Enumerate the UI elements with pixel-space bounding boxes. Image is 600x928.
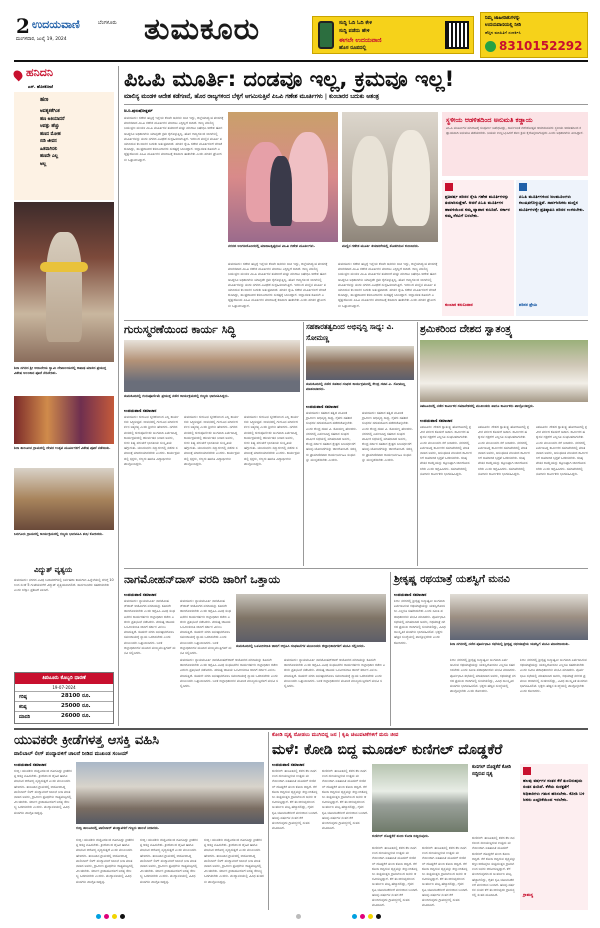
registration-mark <box>112 914 117 919</box>
copra-row <box>15 691 113 701</box>
masthead-ad-phone <box>312 16 474 54</box>
ad-line: ಸುದ್ದಿ ಪಡೆದು ಹೇಳಿ <box>339 28 370 34</box>
guru-body: ತುಮಕೂರು: ಗುರುವಿನ ಸ್ಮರಣೆಯಿಂದ ಎಲ್ಲ ಕಾರ್ಯಗಳು ಸಿದ್ಧಿಸುತ್ತವೆ. ಜೀವನದಲ್ಲಿ ಗುರುವಿನ ಮಾರ್ಗದರ್ಶನ ಅತ್ಯಗತ್ಯ ಎಂದು ಶ್ರೀಗಳು ಹೇಳಿದರು. ನಗರದ ಮಠದಲ್ಲಿ ಗುರುಪೂರ್ಣಿಮೆ ಅಂಗವಾಗಿ ಏರ್ಪಡಿಸಿದ್ದ ಕಾರ್ಯಕ್ರಮದಲ್ಲಿ ಆಶೀರ್ವಚನ ನೀಡಿದ ಅವರು, ಗುರು ಶಿಷ್ಯ ಪರಂಪರೆ ಭಾರತೀಯ ಸಂಸ್ಕೃತಿಯ ಹೆಗ್ಗುರುತು. ಯುವಜನರು ಸನ್ಮಾರ್ಗದಲ್ಲಿ ನಡೆದು ಸಮಾಜಕ್ಕೆ ಮಾದರಿಯಾಗಬೇಕು ಎಂದರು. ಕಾರ್ಯಕ್ರಮದಲ್ಲಿ ಭಕ್ತರು, ಗಣ್ಯರು ಹಾಗೂ ವಿದ್ಯಾರ್ಥಿಗಳು ಪಾಲ್ಗೊಂಡಿದ್ದರು. <box>184 415 240 466</box>
rain-kicker: ಕೋಡಿ ದೃಶ್ಯ ನೋಡಲು ಮುಗಿಬಿದ್ದ ಜನ | ಕೃಷಿ ಚಟುವಟಿಕೆಗಳಿಗೆ ಮರು ಜೀವ <box>272 732 399 738</box>
copra-row-label: ಕನಿಷ್ಠ <box>19 705 27 710</box>
nagamohan-body: ತುಮಕೂರು: ನ್ಯಾಯಮೂರ್ತಿ ನಾಗಮೋಹನ್‌ದಾಸ್ ಆಯೋಗದ ವರದಿಯನ್ನು ಕೂಡಲೇ ಜಾರಿಗೊಳಿಸಬೇಕು ಎಂದು ಆಗ್ರಹಿಸಿ ವಿವಿಧ ಸಂಘಟನೆಗಳ ಕಾರ್ಯಕರ್ತರು ಜಿಲ್ಲಾಧಿಕಾರಿ ಕಚೇರಿ ಎದುರು ಪ್ರತಿಭಟನೆ ನಡೆಸಿದರು. ಪರಿಶಿಷ್ಟ ಜಾತಿಯ ಒಳಮೀಸಲಾತಿ ಜಾರಿಗೆ ಸರ್ಕಾರ ವಿಳಂಬ ಮಾಡುತ್ತಿದೆ. ಕೂಡಲೇ ವರದಿ ಅನುಷ್ಠಾನಗೊಳಿಸಿ ಸಮುದಾಯಕ್ಕೆ ನ್ಯಾಯ ಒದಗಿಸಬೇಕು ಎಂದು ಮುಖಂಡರು ಒತ್ತಾಯಿಸಿದರು. ಬಳಿಕ ಜಿಲ್ಲಾಧಿಕಾರಿಗಳ ಮೂಲಕ ಮುಖ್ಯಮಂತ್ರಿಗಳಿಗೆ ಮನವಿ ಸಲ್ಲಿಸಿದರು. <box>180 658 279 689</box>
temple-photo-hanuman <box>14 202 114 362</box>
youth-body: ಗುಬ್ಬಿ: ಯುವಕರು ದುಶ್ಚಟಗಳಿಂದ ದೂರವಿದ್ದು ಕ್ರೀಡೆಗಳತ್ತ ಆಸಕ್ತಿ ವಹಿಸಬೇಕು. ಕ್ರೀಡೆಯಿಂದ ದೈಹಿಕ ಹಾಗೂ ಮಾನಸಿಕ ಆರೋಗ್ಯ ವೃದ್ಧಿಸುತ್ತದೆ ಎಂದು ಮುಖಂಡರು ಹೇಳಿದರು. ತಾಲೂಕಿನ ಗ್ರಾಮದಲ್ಲಿ ಆಯೋಜಿಸಿದ್ದ ವಾಲಿಬಾಲ್ ಲೀಗ್ ಪಂದ್ಯಾವಳಿಗೆ ಚಾಲನೆ ನೀಡಿ ಮಾತನಾಡಿದ ಅವರು, ಗ್ರಾಮೀಣ ಪ್ರತಿಭೆಗಳು ರಾಷ್ಟ್ರಮಟ್ಟದಲ್ಲಿ ಮಿಂಚಬೇಕು. ಸರ್ಕಾರ ಕ್ರೀಡಾಪಟುಗಳಿಗೆ ಅಗತ್ಯ ಸೌಲಭ್ಯ ಒದಗಿಸಬೇಕು ಎಂದರು. ಪಂದ್ಯಾವಳಿಯಲ್ಲಿ ವಿವಿಧ ತಂಡಗಳು ಪಾಲ್ಗೊಂಡಿದ್ದವು. <box>76 838 135 884</box>
quote-author: ಕುಂಬಾರ ಕಸುಬುದಾರ <box>445 302 473 307</box>
poem-title: ಹಣ <box>40 96 49 103</box>
copra-row-value: 26000 ರೂ. <box>61 713 91 719</box>
event-photo <box>14 468 114 530</box>
copra-row-label: ಗರಿಷ್ಠ <box>19 695 27 700</box>
labour-body: ತಿಪಟೂರು: ದೇಶದ ಸ್ವಾತಂತ್ರ್ಯ ಹೋರಾಟದಲ್ಲಿ ಶ್ರಮಿಕ ವರ್ಗದ ಕೊಡುಗೆ ಅಪಾರ. ಕಾರ್ಮಿಕರ ಹಕ್ಕುಗಳ ರಕ್ಷಣೆಗೆ ಎಲ್ಲರೂ ಸಂಘಟಿತರಾಗಬೇಕು ಎಂದು ಮುಖಂಡರು ಕರೆ ನೀಡಿದರು. ನಗರದಲ್ಲಿ ಏರ್ಪಡಿಸಿದ್ದ ಕಾರ್ಮಿಕರ ಸಮಾವೇಶದಲ್ಲಿ ಮಾತನಾಡಿದ ಅವರು, ಅಸಂಘಟಿತ ವಲಯದ ಕಾರ್ಮಿಕರಿಗೆ ಸಾಮಾಜಿಕ ಭದ್ರತೆ ಒದಗಿಸಬೇಕು. ಕನಿಷ್ಠ ವೇತನ ಕಾಯ್ದೆಯನ್ನು ಕಟ್ಟುನಿಟ್ಟಾಗಿ ಜಾರಿಗೊಳಿಸಬೇಕು ಎಂದು ಆಗ್ರಹಿಸಿದರು. ಸಮಾವೇಶದಲ್ಲಿ ನೂರಾರು ಕಾರ್ಮಿಕರು ಭಾಗವಹಿಸಿದ್ದರು. <box>536 425 588 476</box>
youth-body: ಗುಬ್ಬಿ: ಯುವಕರು ದುಶ್ಚಟಗಳಿಂದ ದೂರವಿದ್ದು ಕ್ರೀಡೆಗಳತ್ತ ಆಸಕ್ತಿ ವಹಿಸಬೇಕು. ಕ್ರೀಡೆಯಿಂದ ದೈಹಿಕ ಹಾಗೂ ಮಾನಸಿಕ ಆರೋಗ್ಯ ವೃದ್ಧಿಸುತ್ತದೆ ಎಂದು ಮುಖಂಡರು ಹೇಳಿದರು. ತಾಲೂಕಿನ ಗ್ರಾಮದಲ್ಲಿ ಆಯೋಜಿಸಿದ್ದ ವಾಲಿಬಾಲ್ ಲೀಗ್ ಪಂದ್ಯಾವಳಿಗೆ ಚಾಲನೆ ನೀಡಿ ಮಾತನಾಡಿದ ಅವರು, ಗ್ರಾಮೀಣ ಪ್ರತಿಭೆಗಳು ರಾಷ್ಟ್ರಮಟ್ಟದಲ್ಲಿ ಮಿಂಚಬೇಕು. ಸರ್ಕಾರ ಕ್ರೀಡಾಪಟುಗಳಿಗೆ ಅಗತ್ಯ ಸೌಲಭ್ಯ ಒದಗಿಸಬೇಕು ಎಂದರು. ಪಂದ್ಯಾವಳಿಯಲ್ಲಿ ವಿವಿಧ ತಂಡಗಳು ಪಾಲ್ಗೊಂಡಿದ್ದವು. <box>204 838 264 884</box>
photo-caption: ತುಮಕೂರಿನಲ್ಲಿ ನಡೆದ ಸಹಕಾರ ಸಂಘದ ಕಾರ್ಯಕ್ರಮದಲ್ಲಿ ಕೇಂದ್ರ ಸಚಿವ ವಿ. ಸೋಮಣ್ಣ ಮಾತನಾಡಿದರು. <box>306 382 406 391</box>
honi-dani-title: ಹನಿದನಿ <box>26 66 53 79</box>
lead-body-continued: ತುಮಕೂರು: ಗಣೇಶ ಹಬ್ಬಕ್ಕೆ ಇನ್ನೇನು ಕೆಲವೇ ದಿನಗಳು ಬಾಕಿ ಇದ್ದು, ಜಿಲ್ಲೆಯಾದ್ಯಂತ ಪರಿಸರಕ್ಕೆ ಮಾರಕವಾದ ಪಿಒಪಿ ಗಣೇಶ ಮೂರ್ತಿಗಳ ಮಾರಾಟ ಎಗ್ಗಿಲ್ಲದೆ ಸಾಗಿದೆ. ರಾಜ್ಯ ಮಾಲಿನ್ಯ ನಿಯಂತ್ರಣ ಮಂಡಳಿ ಪಿಒಪಿ ಮೂರ್ತಿಗಳ ತಯಾರಿಕೆ ಮತ್ತು ಮಾರಾಟ ನಿಷೇಧಿಸಿ ಆದೇಶ ಹೊರಡಿಸಿದ್ದರೂ ಅಧಿಕಾರಿಗಳು ಯಾವುದೇ ಕ್ರಮ ಕೈಗೊಳ್ಳುತ್ತಿಲ್ಲ. ಹೊರ ರಾಜ್ಯಗಳಿಂದ ಲಾರಿಗಳಲ್ಲಿ ಮೂರ್ತಿಗಳನ್ನು ತಂದು ನಗರದ ವಿವಿಧೆಡೆ ಸಂಗ್ರಹಿಸಲಾಗುತ್ತಿದೆ. ಇದರಿಂದ ಮಣ್ಣಿನ ಮೂರ್ತಿ ತಯಾರಿಸುವ ಕುಂಬಾರರ ಬದುಕು ಅತಂತ್ರವಾಗಿದೆ. ಪರಿಸರ ಸ್ನೇಹಿ ಗಣೇಶ ಮೂರ್ತಿಗಳಿಗೆ ಬೇಡಿಕೆ ಕುಸಿದಿದ್ದು, ಸಾಂಪ್ರದಾಯಿಕ ಕಸುಬುದಾರರು ಸಂಕಷ್ಟಕ್ಕೆ ಸಿಲುಕಿದ್ದಾರೆ. ಜಿಲ್ಲಾಡಳಿತ ಕೂಡಲೇ ಎಚ್ಚೆತ್ತುಕೊಂಡು ಪಿಒಪಿ ಮೂರ್ತಿಗಳ ಮಾರಾಟಕ್ಕೆ ಕಡಿವಾಣ ಹಾಕಬೇಕು ಎಂದು ಪರಿಸರ ಪ್ರೇಮಿಗಳು ಒತ್ತಾಯಿಸಿದ್ದಾರೆ. <box>228 262 329 308</box>
photo-caption: ಶಿರಾ ತಾಲೂಕಿನ ಗ್ರಾಮದಲ್ಲಿ ದೇವರ ಉತ್ಸವ ಮೂರ್ತಿಗಳಿಗೆ ವಿಶೇಷ ಪೂಜೆ ನಡೆಯಿತು. <box>14 446 111 450</box>
idol-shape <box>288 132 328 222</box>
quote-text: ಪಿಒಪಿ ಮೂರ್ತಿಗಳಿಂದ ಜಲಮೂಲಗಳು ಕಲುಷಿತಗೊಳ್ಳುತ್ತಿವೆ. ಸಾರ್ವಜನಿಕರು ಮಣ್ಣಿನ ಮೂರ್ತಿಗಳನ್ನೇ ಪ್ರತಿಷ್ಠಾಪಿಸಿ ಪರಿಸರ ಉಳಿಸಬೇಕು. <box>519 194 585 212</box>
cooperation-headline: ಸಹಕಾರತತ್ವದಿಂದ ಅಭಿವೃದ್ಧಿ ಸಾಧ್ಯ: ವಿ. ಸೋಮಣ್ಣ <box>306 323 394 342</box>
registration-mark <box>104 914 109 919</box>
idol-shape <box>352 136 388 226</box>
registration-mark <box>296 914 301 919</box>
ad-line: ನಿಮ್ಮ ಜಾಹೀರಾತುಗಳನ್ನು <box>485 16 521 21</box>
rain-body: ಕುಣಿಗಲ್: ತಾಲೂಕಿನಲ್ಲಿ ಕಳೆದ ಕೆಲ ದಿನಗಳಿಂದ ಸುರಿಯುತ್ತಿರುವ ಉತ್ತಮ ಮಳೆಯಿಂದಾಗಿ ಐತಿಹಾಸಿಕ ಮೂಡಲ್ ಕುಣಿಗಲ್ ದೊಡ್ಡಕೆರೆ ತುಂಬಿ ಕೋಡಿ ಬಿದ್ದಿದೆ. ಕೆರೆ ಕೋಡಿ ಬಿದ್ದಿರುವ ದೃಶ್ಯವನ್ನು ಕಣ್ತುಂಬಿಕೊಳ್ಳಲು ಸುತ್ತಮುತ್ತಲ ಗ್ರಾಮಗಳಿಂದ ಜನರು ಆಗಮಿಸುತ್ತಿದ್ದಾರೆ. ಕೆರೆ ತುಂಬಿರುವುದರಿಂದ ಅಂತರ್ಜಲ ಮಟ್ಟ ಹೆಚ್ಚಾಗಲಿದ್ದು, ರೈತರ ಕೃಷಿ ಚಟುವಟಿಕೆಗಳಿಗೆ ಮರುಜೀವ ಬಂದಿದೆ. ಹಲವು ವರ್ಷಗಳ ನಂತರ ಕೆರೆ ತುಂಬಿರುವುದು ಗ್ರಾಮಸ್ಥರಲ್ಲಿ ಸಂತಸ ಮೂಡಿಸಿದೆ. <box>472 836 517 898</box>
edition: ಬೆಂಗಳೂರು <box>98 20 117 26</box>
whatsapp-icon <box>485 41 496 52</box>
photo-caption: ಕುಣಿಗಲ್ ದೊಡ್ಡಕೆರೆ ತುಂಬಿ ಕೋಡಿ ಬಿದ್ದಿರುವುದು. <box>372 834 430 838</box>
krishna-meeting-photo <box>450 594 588 640</box>
guru-body: ತುಮಕೂರು: ಗುರುವಿನ ಸ್ಮರಣೆಯಿಂದ ಎಲ್ಲ ಕಾರ್ಯಗಳು ಸಿದ್ಧಿಸುತ್ತವೆ. ಜೀವನದಲ್ಲಿ ಗುರುವಿನ ಮಾರ್ಗದರ್ಶನ ಅತ್ಯಗತ್ಯ ಎಂದು ಶ್ರೀಗಳು ಹೇಳಿದರು. ನಗರದ ಮಠದಲ್ಲಿ ಗುರುಪೂರ್ಣಿಮೆ ಅಂಗವಾಗಿ ಏರ್ಪಡಿಸಿದ್ದ ಕಾರ್ಯಕ್ರಮದಲ್ಲಿ ಆಶೀರ್ವಚನ ನೀಡಿದ ಅವರು, ಗುರು ಶಿಷ್ಯ ಪರಂಪರೆ ಭಾರತೀಯ ಸಂಸ್ಕೃತಿಯ ಹೆಗ್ಗುರುತು. ಯುವಜನರು ಸನ್ಮಾರ್ಗದಲ್ಲಿ ನಡೆದು ಸಮಾಜಕ್ಕೆ ಮಾದರಿಯಾಗಬೇಕು ಎಂದರು. ಕಾರ್ಯಕ್ರಮದಲ್ಲಿ ಭಕ್ತರು, ಗಣ್ಯರು ಹಾಗೂ ವಿದ್ಯಾರ್ಥಿಗಳು ಪಾಲ್ಗೊಂಡಿದ್ದರು. <box>244 415 300 466</box>
person-shape <box>270 156 292 226</box>
labour-headline: ಶ್ರಮಿಕರಿಂದ ದೇಶದ ಸ್ವಾತಂತ್ರ್ಯ <box>420 324 513 335</box>
photo-caption: ಶಿರಾ ನಗರದಲ್ಲಿ ನಡೆದ ಪೂರ್ವಭಾವಿ ಸಭೆಯಲ್ಲಿ ಶ್ರೀಕೃಷ್ಣ ರಥಯಾತ್ರೆಯ ಯಶಸ್ವಿಗೆ ಮನವಿ ಮಾಡಲಾಯಿತು. <box>450 642 570 646</box>
copra-row <box>15 701 113 711</box>
poem-box <box>14 92 114 200</box>
registration-mark <box>360 914 365 919</box>
rain-quote-box <box>520 764 588 910</box>
column-divider <box>303 322 304 566</box>
rain-byline: ಉದಯವಾಣಿ ಸಮಾಚಾರ <box>272 762 305 767</box>
honi-dani-column <box>14 66 114 396</box>
column-divider <box>417 322 418 566</box>
registration-mark <box>368 914 373 919</box>
quote-author: ಗ್ರಾಮಸ್ಥ <box>523 892 534 897</box>
nagamohan-byline: ಉದಯವಾಣಿ ಸಮಾಚಾರ <box>124 592 157 597</box>
lead-body: ತುಮಕೂರು: ಗಣೇಶ ಹಬ್ಬಕ್ಕೆ ಇನ್ನೇನು ಕೆಲವೇ ದಿನಗಳು ಬಾಕಿ ಇದ್ದು, ಜಿಲ್ಲೆಯಾದ್ಯಂತ ಪರಿಸರಕ್ಕೆ ಮಾರಕವಾದ ಪಿಒಪಿ ಗಣೇಶ ಮೂರ್ತಿಗಳ ಮಾರಾಟ ಎಗ್ಗಿಲ್ಲದೆ ಸಾಗಿದೆ. ರಾಜ್ಯ ಮಾಲಿನ್ಯ ನಿಯಂತ್ರಣ ಮಂಡಳಿ ಪಿಒಪಿ ಮೂರ್ತಿಗಳ ತಯಾರಿಕೆ ಮತ್ತು ಮಾರಾಟ ನಿಷೇಧಿಸಿ ಆದೇಶ ಹೊರಡಿಸಿದ್ದರೂ ಅಧಿಕಾರಿಗಳು ಯಾವುದೇ ಕ್ರಮ ಕೈಗೊಳ್ಳುತ್ತಿಲ್ಲ. ಹೊರ ರಾಜ್ಯಗಳಿಂದ ಲಾರಿಗಳಲ್ಲಿ ಮೂರ್ತಿಗಳನ್ನು ತಂದು ನಗರದ ವಿವಿಧೆಡೆ ಸಂಗ್ರಹಿಸಲಾಗುತ್ತಿದೆ. ಇದರಿಂದ ಮಣ್ಣಿನ ಮೂರ್ತಿ ತಯಾರಿಸುವ ಕುಂಬಾರರ ಬದುಕು ಅತಂತ್ರವಾಗಿದೆ. ಪರಿಸರ ಸ್ನೇಹಿ ಗಣೇಶ ಮೂರ್ತಿಗಳಿಗೆ ಬೇಡಿಕೆ ಕುಸಿದಿದ್ದು, ಸಾಂಪ್ರದಾಯಿಕ ಕಸುಬುದಾರರು ಸಂಕಷ್ಟಕ್ಕೆ ಸಿಲುಕಿದ್ದಾರೆ. ಜಿಲ್ಲಾಡಳಿತ ಕೂಡಲೇ ಎಚ್ಚೆತ್ತುಕೊಂಡು ಪಿಒಪಿ ಮೂರ್ತಿಗಳ ಮಾರಾಟಕ್ಕೆ ಕಡಿವಾಣ ಹಾಕಬೇಕು ಎಂದು ಪರಿಸರ ಪ್ರೇಮಿಗಳು ಒತ್ತಾಯಿಸಿದ್ದಾರೆ. <box>124 116 225 162</box>
krishna-body: ಶಿರಾ: ನಗರದಲ್ಲಿ ಶ್ರೀಕೃಷ್ಣ ಜನ್ಮಾಷ್ಟಮಿ ಅಂಗವಾಗಿ ಏರ್ಪಡಿಸಿರುವ ರಥಯಾತ್ರೆಯನ್ನು ಯಶಸ್ವಿಗೊಳಿಸಲು ಎಲ್ಲರೂ ಸಹಕರಿಸಬೇಕು ಎಂದು ಸಮಿತಿ ಪದಾಧಿಕಾರಿಗಳು ಮನವಿ ಮಾಡಿದರು. ಪೂರ್ವಭಾವಿ ಸಭೆಯಲ್ಲಿ ಮಾತನಾಡಿದ ಅವರು, ರಥಯಾತ್ರೆ ನಗರದ ಪ್ರಮುಖ ಬೀದಿಗಳಲ್ಲಿ ಸಂಚರಿಸಲಿದ್ದು, ವಿವಿಧ ಸಾಂಸ್ಕೃತಿಕ ತಂಡಗಳು ಭಾಗವಹಿಸಲಿವೆ. ಭಕ್ತರು ಹೆಚ್ಚಿನ ಸಂಖ್ಯೆಯಲ್ಲಿ ಪಾಲ್ಗೊಳ್ಳಬೇಕು ಎಂದು ಕೋರಿದರು. <box>394 599 447 645</box>
drop-icon <box>12 69 25 82</box>
section-rule <box>14 728 588 730</box>
phone-icon <box>318 21 334 49</box>
masthead-rule <box>14 60 588 62</box>
photo-caption: ಗುಬ್ಬಿ ತಾಲೂಕಿನಲ್ಲಿ ವಾಲಿಬಾಲ್ ಪಂದ್ಯಾವಳಿಗೆ ಗಣ್ಯರು ಚಾಲನೆ ನೀಡಿದರು. <box>76 826 160 830</box>
poem-text: ಅವಶ್ಯಕತೆಗಿಂತ ಹಣ ಅತಿಯಾದರೆ ಆಪತ್ತು ಹೆಚ್ಚು ಹಣದ ಮೋಹ ಬಿಡಿ ಜೀವನ ಹಿತವಾಗಿರಲಿ ಹಣವೇ ಎಲ್ಲ ಅಲ್ಲ <box>40 109 65 167</box>
date: ಮಂಗಳವಾರ, ಜುಲೈ 19, 2024 <box>16 37 67 42</box>
lake-overflow-photo <box>372 764 468 832</box>
section-rule <box>124 568 588 569</box>
youth-body: ಗುಬ್ಬಿ: ಯುವಕರು ದುಶ್ಚಟಗಳಿಂದ ದೂರವಿದ್ದು ಕ್ರೀಡೆಗಳತ್ತ ಆಸಕ್ತಿ ವಹಿಸಬೇಕು. ಕ್ರೀಡೆಯಿಂದ ದೈಹಿಕ ಹಾಗೂ ಮಾನಸಿಕ ಆರೋಗ್ಯ ವೃದ್ಧಿಸುತ್ತದೆ ಎಂದು ಮುಖಂಡರು ಹೇಳಿದರು. ತಾಲೂಕಿನ ಗ್ರಾಮದಲ್ಲಿ ಆಯೋಜಿಸಿದ್ದ ವಾಲಿಬಾಲ್ ಲೀಗ್ ಪಂದ್ಯಾವಳಿಗೆ ಚಾಲನೆ ನೀಡಿ ಮಾತನಾಡಿದ ಅವರು, ಗ್ರಾಮೀಣ ಪ್ರತಿಭೆಗಳು ರಾಷ್ಟ್ರಮಟ್ಟದಲ್ಲಿ ಮಿಂಚಬೇಕು. ಸರ್ಕಾರ ಕ್ರೀಡಾಪಟುಗಳಿಗೆ ಅಗತ್ಯ ಸೌಲಭ್ಯ ಒದಗಿಸಬೇಕು ಎಂದರು. ಪಂದ್ಯಾವಳಿಯಲ್ಲಿ ವಿವಿಧ ತಂಡಗಳು ಪಾಲ್ಗೊಂಡಿದ್ದವು. <box>14 769 73 815</box>
permission-box-title: ಸ್ಥಳೀಯ ಆಡಳಿತದಿಂದ ಅನುಮತಿ ಕಡ್ಡಾಯ <box>446 116 533 124</box>
quote-box <box>442 180 514 316</box>
quote-icon <box>519 183 527 191</box>
quote-text: ಪ್ರತಿವರ್ಷ ಪರಿಸರ ಸ್ನೇಹಿ ಗಣೇಶ ಮೂರ್ತಿಗಳನ್ನು ತಯಾರಿಸುತ್ತೇವೆ. ಆದರೆ ಪಿಒಪಿ ಮೂರ್ತಿಗಳ ಹಾವಳಿಯಿಂದ ನಮ್ಮ ವ್ಯಾಪಾರ ಕುಸಿದಿದೆ. ಸರ್ಕಾರ ನಮ್ಮ ನೆರವಿಗೆ ಬರಬೇಕು. <box>445 194 510 219</box>
power-outage-box <box>14 566 114 670</box>
photo-caption: ತುಮಕೂರಿನಲ್ಲಿ ಒಳಮೀಸಲಾತಿ ಜಾರಿಗೆ ಆಗ್ರಹಿಸಿ ಸಂಘಟನೆಗಳ ಮುಖಂಡರು ಜಿಲ್ಲಾಧಿಕಾರಿಗಳಿಗೆ ಮನವಿ ಸಲ್ಲಿಸಿದರು. <box>236 644 365 648</box>
section-title: ತುಮಕೂರು <box>144 12 261 47</box>
copra-row <box>15 711 113 721</box>
masthead-ad-contact <box>480 12 588 58</box>
lead-continuation <box>228 262 438 316</box>
registration-mark <box>120 914 125 919</box>
ad-line: ಉದಯವಾಣಿಯಲ್ಲಿ ನೀಡಿ <box>485 23 521 28</box>
power-outage-text: ತುಮಕೂರು: ನಗರದ ವಿವಿಧ ಬಡಾವಣೆಗಳಲ್ಲಿ ನಿರ್ವಹಣಾ ಕಾಮಗಾರಿ ಹಿನ್ನೆಲೆಯಲ್ಲಿ ಬೆಳಗ್ಗೆ 10 ರಿಂದ ಸಂಜೆ 5 ಗಂಟೆಯವರೆಗೆ ವಿದ್ಯುತ್ ವ್ಯತ್ಯಯವಾಗಲಿದೆ. ಸಾರ್ವಜನಿಕರು ಸಹಕರಿಸಬೇಕು ಎಂದು ಬೆಸ್ಕಾಂ ಪ್ರಕಟಣೆ ತಿಳಿಸಿದೆ. <box>14 578 115 593</box>
column-divider <box>268 732 269 910</box>
labour-body: ತಿಪಟೂರು: ದೇಶದ ಸ್ವಾತಂತ್ರ್ಯ ಹೋರಾಟದಲ್ಲಿ ಶ್ರಮಿಕ ವರ್ಗದ ಕೊಡುಗೆ ಅಪಾರ. ಕಾರ್ಮಿಕರ ಹಕ್ಕುಗಳ ರಕ್ಷಣೆಗೆ ಎಲ್ಲರೂ ಸಂಘಟಿತರಾಗಬೇಕು ಎಂದು ಮುಖಂಡರು ಕರೆ ನೀಡಿದರು. ನಗರದಲ್ಲಿ ಏರ್ಪಡಿಸಿದ್ದ ಕಾರ್ಮಿಕರ ಸಮಾವೇಶದಲ್ಲಿ ಮಾತನಾಡಿದ ಅವರು, ಅಸಂಘಟಿತ ವಲಯದ ಕಾರ್ಮಿಕರಿಗೆ ಸಾಮಾಜಿಕ ಭದ್ರತೆ ಒದಗಿಸಬೇಕು. ಕನಿಷ್ಠ ವೇತನ ಕಾಯ್ದೆಯನ್ನು ಕಟ್ಟುನಿಟ್ಟಾಗಿ ಜಾರಿಗೊಳಿಸಬೇಕು ಎಂದು ಆಗ್ರಹಿಸಿದರು. ಸಮಾವೇಶದಲ್ಲಿ ನೂರಾರು ಕಾರ್ಮಿಕರು ಭಾಗವಹಿಸಿದ್ದರು. <box>478 425 530 476</box>
photo-caption: ಮಣ್ಣಿನ ಗಣೇಶ ಮೂರ್ತಿ ತಯಾರಿಕೆಯಲ್ಲಿ ತೊಡಗಿರುವ ಕುಂಬಾರರು. <box>342 244 420 248</box>
quote-box <box>516 180 588 316</box>
nagamohan-headline: ನಾಗಮೋಹನ್‌ದಾಸ್ ವರದಿ ಜಾರಿಗೆ ಒತ್ತಾಯ <box>124 573 281 586</box>
cooperation-body: ತುಮಕೂರು: ಸಹಕಾರ ತತ್ವದ ಮೂಲಕ ಗ್ರಾಮೀಣ ಅಭಿವೃದ್ಧಿ ಸಾಧ್ಯ. ರೈತರು ಸಹಕಾರ ಸಂಘಗಳ ಸದುಪಯೋಗ ಪಡೆದುಕೊಳ್ಳಬೇಕು ಎಂದು ಕೇಂದ್ರ ಸಚಿವ ವಿ. ಸೋಮಣ್ಣ ಹೇಳಿದರು. ನಗರದಲ್ಲಿ ಏರ್ಪಡಿಸಿದ್ದ ಸಹಕಾರ ಸಂಘದ ವಾರ್ಷಿಕ ಸಭೆಯಲ್ಲಿ ಮಾತನಾಡಿದ ಅವರು, ಕೇಂದ್ರ ಸರ್ಕಾರ ಸಹಕಾರ ಕ್ಷೇತ್ರದ ಬಲವರ್ಧನೆಗೆ ಹಲವು ಯೋಜನೆಗಳನ್ನು ಜಾರಿಗೊಳಿಸಿದೆ. ಸದಸ್ಯರು ಪ್ರಾಮಾಣಿಕವಾಗಿ ಕಾರ್ಯನಿರ್ವಹಿಸಿ ಸಂಘವನ್ನು ಮುನ್ನಡೆಸಬೇಕು ಎಂದರು. <box>306 411 359 462</box>
krishna-body: ಶಿರಾ: ನಗರದಲ್ಲಿ ಶ್ರೀಕೃಷ್ಣ ಜನ್ಮಾಷ್ಟಮಿ ಅಂಗವಾಗಿ ಏರ್ಪಡಿಸಿರುವ ರಥಯಾತ್ರೆಯನ್ನು ಯಶಸ್ವಿಗೊಳಿಸಲು ಎಲ್ಲರೂ ಸಹಕರಿಸಬೇಕು ಎಂದು ಸಮಿತಿ ಪದಾಧಿಕಾರಿಗಳು ಮನವಿ ಮಾಡಿದರು. ಪೂರ್ವಭಾವಿ ಸಭೆಯಲ್ಲಿ ಮಾತನಾಡಿದ ಅವರು, ರಥಯಾತ್ರೆ ನಗರದ ಪ್ರಮುಖ ಬೀದಿಗಳಲ್ಲಿ ಸಂಚರಿಸಲಿದ್ದು, ವಿವಿಧ ಸಾಂಸ್ಕೃತಿಕ ತಂಡಗಳು ಭಾಗವಹಿಸಲಿವೆ. ಭಕ್ತರು ಹೆಚ್ಚಿನ ಸಂಖ್ಯೆಯಲ್ಲಿ ಪಾಲ್ಗೊಳ್ಳಬೇಕು ಎಂದು ಕೋರಿದರು. <box>520 658 589 694</box>
photo-caption: ತುಮಕೂರಿನಲ್ಲಿ ಗುರುಪೂರ್ಣಿಮೆ ಪ್ರಯುಕ್ತ ನಡೆದ ಕಾರ್ಯಕ್ರಮದಲ್ಲಿ ಗಣ್ಯರು ಭಾಗವಹಿಸಿದ್ದರು. <box>124 394 229 398</box>
power-outage-title: ವಿದ್ಯುತ್ ವ್ಯತ್ಯಯ <box>34 566 73 574</box>
ganesha-idols-photo <box>228 112 338 242</box>
cooperation-byline: ಉದಯವಾಣಿ ಸಮಾಚಾರ <box>306 404 339 409</box>
masthead <box>14 12 588 58</box>
ad-line: ಹೆಚ್ಚಿನ ಮಾಹಿತಿಗೆ ಸಂಪರ್ಕಿಸಿ <box>485 30 521 35</box>
nagamohan-body: ತುಮಕೂರು: ನ್ಯಾಯಮೂರ್ತಿ ನಾಗಮೋಹನ್‌ದಾಸ್ ಆಯೋಗದ ವರದಿಯನ್ನು ಕೂಡಲೇ ಜಾರಿಗೊಳಿಸಬೇಕು ಎಂದು ಆಗ್ರಹಿಸಿ ವಿವಿಧ ಸಂಘಟನೆಗಳ ಕಾರ್ಯಕರ್ತರು ಜಿಲ್ಲಾಧಿಕಾರಿ ಕಚೇರಿ ಎದುರು ಪ್ರತಿಭಟನೆ ನಡೆಸಿದರು. ಪರಿಶಿಷ್ಟ ಜಾತಿಯ ಒಳಮೀಸಲಾತಿ ಜಾರಿಗೆ ಸರ್ಕಾರ ವಿಳಂಬ ಮಾಡುತ್ತಿದೆ. ಕೂಡಲೇ ವರದಿ ಅನುಷ್ಠಾನಗೊಳಿಸಿ ಸಮುದಾಯಕ್ಕೆ ನ್ಯಾಯ ಒದಗಿಸಬೇಕು ಎಂದು ಮುಖಂಡರು ಒತ್ತಾಯಿಸಿದರು. ಬಳಿಕ ಜಿಲ್ಲಾಧಿಕಾರಿಗಳ ಮೂಲಕ ಮುಖ್ಯಮಂತ್ರಿಗಳಿಗೆ ಮನವಿ ಸಲ್ಲಿಸಿದರು. <box>284 658 386 689</box>
copra-price-box <box>14 672 114 724</box>
copra-row-value: 28100 ರೂ. <box>61 693 91 699</box>
krishna-byline: ಉದಯವಾಣಿ ಸಮಾಚಾರ <box>394 592 427 597</box>
copra-row-value: 25000 ರೂ. <box>61 703 91 709</box>
lead-headline: ಪಿಒಪಿ ಮೂರ್ತಿ: ದಂಡವೂ ಇಲ್ಲ, ಕ್ರಮವೂ ಇಲ್ಲ! <box>124 67 455 91</box>
section-rule <box>124 320 588 321</box>
rain-body: ಕುಣಿಗಲ್: ತಾಲೂಕಿನಲ್ಲಿ ಕಳೆದ ಕೆಲ ದಿನಗಳಿಂದ ಸುರಿಯುತ್ತಿರುವ ಉತ್ತಮ ಮಳೆಯಿಂದಾಗಿ ಐತಿಹಾಸಿಕ ಮೂಡಲ್ ಕುಣಿಗಲ್ ದೊಡ್ಡಕೆರೆ ತುಂಬಿ ಕೋಡಿ ಬಿದ್ದಿದೆ. ಕೆರೆ ಕೋಡಿ ಬಿದ್ದಿರುವ ದೃಶ್ಯವನ್ನು ಕಣ್ತುಂಬಿಕೊಳ್ಳಲು ಸುತ್ತಮುತ್ತಲ ಗ್ರಾಮಗಳಿಂದ ಜನರು ಆಗಮಿಸುತ್ತಿದ್ದಾರೆ. ಕೆರೆ ತುಂಬಿರುವುದರಿಂದ ಅಂತರ್ಜಲ ಮಟ್ಟ ಹೆಚ್ಚಾಗಲಿದ್ದು, ರೈತರ ಕೃಷಿ ಚಟುವಟಿಕೆಗಳಿಗೆ ಮರುಜೀವ ಬಂದಿದೆ. ಹಲವು ವರ್ಷಗಳ ನಂತರ ಕೆರೆ ತುಂಬಿರುವುದು ಗ್ರಾಮಸ್ಥರಲ್ಲಿ ಸಂತಸ ಮೂಡಿಸಿದೆ. <box>322 769 369 831</box>
rain-side-text: ಕುಣಿಗಲ್ ದೊಡ್ಡಕೆರೆ ಕೋಡಿ ಬಿದ್ದಿರುವ ದೃಶ್ಯ <box>472 765 511 777</box>
column-divider <box>118 66 119 726</box>
honi-dani-logo <box>14 66 78 84</box>
photo-caption: ಬರಗೂರು ಗ್ರಾಮದಲ್ಲಿ ಕಾರ್ಯಕ್ರಮದಲ್ಲಿ ಗಣ್ಯರು ಭಾಗವಹಿಸಿ ಶುಭ ಕೋರಿದರು. <box>14 532 104 536</box>
lead-subhead: ಮಾಲಿನ್ಯ ಮಂಡಳಿ ಆದೇಶ ಕಡೆಗಣನೆ, ಹೊರ ರಾಜ್ಯಗಳಿಂದ ಬೆಳ್ಳಿಗೆ ಆಗಮಿಸುತ್ತಿವೆ ಪಿಒಪಿ ಗಣೇಶ ಮೂರ್ತಿಗಳು | ಕುಂಬಾರರ ಬದುಕು ಅತಂತ್ರ <box>124 94 588 105</box>
volleyball-event-photo <box>76 762 264 824</box>
rain-headline: ಮಳೆ: ಕೋಡಿ ಬಿದ್ದ ಮೂಡಲ್ ಕುಣಿಗಲ್ ದೊಡ್ಡಕೆರೆ <box>272 742 503 758</box>
youth-headline: ಯುವಕರೇ ಕ್ರೀಡೆಗಳತ್ತ ಆಸಕ್ತಿ ವಹಿಸಿ <box>14 733 160 748</box>
quote-text: ಹಲವು ವರ್ಷಗಳ ನಂತರ ಕೆರೆ ತುಂಬಿರುವುದು ಸಂತಸ ತಂದಿದೆ. ಕೆರೆಯ ಸುರಕ್ಷತೆಗೆ ಅಧಿಕಾರಿಗಳು ಗಮನ ಹರಿಸಬೇಕು. ಕೋಡಿ ಬಳಿ ಜನರು ಎಚ್ಚರಿಕೆಯಿಂದ ಇರಬೇಕು. <box>523 778 585 803</box>
nagamohan-protest-photo <box>236 594 386 642</box>
clay-ganesha-photo <box>342 112 438 242</box>
youth-subhead: ವಾಲಿಬಾಲ್ ಲೀಗ್ ಪಂದ್ಯಾವಳಿಗೆ ಚಾಲನೆ ನೀಡಿದ ಮುಖಂಡ ಸಂಜಯ್ <box>14 751 129 757</box>
lead-byline: ಚಿ.ನಿ.ಪುರುಷೋತ್ತಮ್ <box>124 108 153 113</box>
column-divider <box>390 572 391 726</box>
labour-event-photo <box>420 340 588 402</box>
copra-title: ತಿಪಟೂರು ಕೊಬ್ಬರಿ ಧಾರಣೆ <box>15 673 113 684</box>
idol-shape <box>46 232 82 342</box>
idol-shape <box>392 130 430 226</box>
youth-body: ಗುಬ್ಬಿ: ಯುವಕರು ದುಶ್ಚಟಗಳಿಂದ ದೂರವಿದ್ದು ಕ್ರೀಡೆಗಳತ್ತ ಆಸಕ್ತಿ ವಹಿಸಬೇಕು. ಕ್ರೀಡೆಯಿಂದ ದೈಹಿಕ ಹಾಗೂ ಮಾನಸಿಕ ಆರೋಗ್ಯ ವೃದ್ಧಿಸುತ್ತದೆ ಎಂದು ಮುಖಂಡರು ಹೇಳಿದರು. ತಾಲೂಕಿನ ಗ್ರಾಮದಲ್ಲಿ ಆಯೋಜಿಸಿದ್ದ ವಾಲಿಬಾಲ್ ಲೀಗ್ ಪಂದ್ಯಾವಳಿಗೆ ಚಾಲನೆ ನೀಡಿ ಮಾತನಾಡಿದ ಅವರು, ಗ್ರಾಮೀಣ ಪ್ರತಿಭೆಗಳು ರಾಷ್ಟ್ರಮಟ್ಟದಲ್ಲಿ ಮಿಂಚಬೇಕು. ಸರ್ಕಾರ ಕ್ರೀಡಾಪಟುಗಳಿಗೆ ಅಗತ್ಯ ಸೌಲಭ್ಯ ಒದಗಿಸಬೇಕು ಎಂದರು. ಪಂದ್ಯಾವಳಿಯಲ್ಲಿ ವಿವಿಧ ತಂಡಗಳು ಪಾಲ್ಗೊಂಡಿದ್ದವು. <box>140 838 199 884</box>
rain-body: ಕುಣಿಗಲ್: ತಾಲೂಕಿನಲ್ಲಿ ಕಳೆದ ಕೆಲ ದಿನಗಳಿಂದ ಸುರಿಯುತ್ತಿರುವ ಉತ್ತಮ ಮಳೆಯಿಂದಾಗಿ ಐತಿಹಾಸಿಕ ಮೂಡಲ್ ಕುಣಿಗಲ್ ದೊಡ್ಡಕೆರೆ ತುಂಬಿ ಕೋಡಿ ಬಿದ್ದಿದೆ. ಕೆರೆ ಕೋಡಿ ಬಿದ್ದಿರುವ ದೃಶ್ಯವನ್ನು ಕಣ್ತುಂಬಿಕೊಳ್ಳಲು ಸುತ್ತಮುತ್ತಲ ಗ್ರಾಮಗಳಿಂದ ಜನರು ಆಗಮಿಸುತ್ತಿದ್ದಾರೆ. ಕೆರೆ ತುಂಬಿರುವುದರಿಂದ ಅಂತರ್ಜಲ ಮಟ್ಟ ಹೆಚ್ಚಾಗಲಿದ್ದು, ರೈತರ ಕೃಷಿ ಚಟುವಟಿಕೆಗಳಿಗೆ ಮರುಜೀವ ಬಂದಿದೆ. ಹಲವು ವರ್ಷಗಳ ನಂತರ ಕೆರೆ ತುಂಬಿರುವುದು ಗ್ರಾಮಸ್ಥರಲ್ಲಿ ಸಂತಸ ಮೂಡಿಸಿದೆ. <box>372 846 419 908</box>
rain-body: ಕುಣಿಗಲ್: ತಾಲೂಕಿನಲ್ಲಿ ಕಳೆದ ಕೆಲ ದಿನಗಳಿಂದ ಸುರಿಯುತ್ತಿರುವ ಉತ್ತಮ ಮಳೆಯಿಂದಾಗಿ ಐತಿಹಾಸಿಕ ಮೂಡಲ್ ಕುಣಿಗಲ್ ದೊಡ್ಡಕೆರೆ ತುಂಬಿ ಕೋಡಿ ಬಿದ್ದಿದೆ. ಕೆರೆ ಕೋಡಿ ಬಿದ್ದಿರುವ ದೃಶ್ಯವನ್ನು ಕಣ್ತುಂಬಿಕೊಳ್ಳಲು ಸುತ್ತಮುತ್ತಲ ಗ್ರಾಮಗಳಿಂದ ಜನರು ಆಗಮಿಸುತ್ತಿದ್ದಾರೆ. ಕೆರೆ ತುಂಬಿರುವುದರಿಂದ ಅಂತರ್ಜಲ ಮಟ್ಟ ಹೆಚ್ಚಾಗಲಿದ್ದು, ರೈತರ ಕೃಷಿ ಚಟುವಟಿಕೆಗಳಿಗೆ ಮರುಜೀವ ಬಂದಿದೆ. ಹಲವು ವರ್ಷಗಳ ನಂತರ ಕೆರೆ ತುಂಬಿರುವುದು ಗ್ರಾಮಸ್ಥರಲ್ಲಿ ಸಂತಸ ಮೂಡಿಸಿದೆ. <box>422 846 469 908</box>
copra-row-label: ಮಾದರಿ <box>19 715 31 720</box>
cooperation-event-photo <box>306 346 414 380</box>
youth-byline: ಉದಯವಾಣಿ ಸಮಾಚಾರ <box>14 762 47 767</box>
paper-name: ಉದಯವಾಣಿ <box>32 18 80 31</box>
photo-caption: ಶಿರಾ ನಗರದ ಶ್ರೀ ಆಂಜನೇಯ ಸ್ವಾಮಿ ದೇವಾಲಯದಲ್ಲಿ ಆಷಾಢ ಮಾಸದ ಪ್ರಯುಕ್ತ ವಿಶೇಷ ಅಲಂಕಾರ ಪೂಜೆ ನೆರವೇರಿತು. <box>14 366 107 375</box>
permission-box-text: ಪಿಒಪಿ ಮೂರ್ತಿಗಳ ಮಾರಾಟಕ್ಕೆ ಸಂಪೂರ್ಣ ನಿಷೇಧವಿದ್ದು, ಸಾರ್ವಜನಿಕ ಗಣೇಶೋತ್ಸವ ಆಚರಿಸುವವರು ಸ್ಥಳೀಯ ಆಡಳಿತದಿಂದ ಕಡ್ಡಾಯವಾಗಿ ಅನುಮತಿ ಪಡೆಯಬೇಕು. ನಿಯಮ ಉಲ್ಲಂಘಿಸಿದರೆ ಕಠಿಣ ಕ್ರಮ ಕೈಗೊಳ್ಳಲಾಗುವುದು ಎಂದು ಅಧಿಕಾರಿಗಳು ತಿಳಿಸಿದ್ದಾರೆ. <box>446 126 584 136</box>
registration-mark <box>352 914 357 919</box>
guru-byline: ಉದಯವಾಣಿ ಸಮಾಚಾರ <box>124 408 157 413</box>
garland-shape <box>40 262 88 272</box>
ad-line: ಹೊಸ ರೂಪದಲ್ಲಿ <box>339 45 367 51</box>
guru-event-photo <box>124 340 300 392</box>
cooperation-body: ತುಮಕೂರು: ಸಹಕಾರ ತತ್ವದ ಮೂಲಕ ಗ್ರಾಮೀಣ ಅಭಿವೃದ್ಧಿ ಸಾಧ್ಯ. ರೈತರು ಸಹಕಾರ ಸಂಘಗಳ ಸದುಪಯೋಗ ಪಡೆದುಕೊಳ್ಳಬೇಕು ಎಂದು ಕೇಂದ್ರ ಸಚಿವ ವಿ. ಸೋಮಣ್ಣ ಹೇಳಿದರು. ನಗರದಲ್ಲಿ ಏರ್ಪಡಿಸಿದ್ದ ಸಹಕಾರ ಸಂಘದ ವಾರ್ಷಿಕ ಸಭೆಯಲ್ಲಿ ಮಾತನಾಡಿದ ಅವರು, ಕೇಂದ್ರ ಸರ್ಕಾರ ಸಹಕಾರ ಕ್ಷೇತ್ರದ ಬಲವರ್ಧನೆಗೆ ಹಲವು ಯೋಜನೆಗಳನ್ನು ಜಾರಿಗೊಳಿಸಿದೆ. ಸದಸ್ಯರು ಪ್ರಾಮಾಣಿಕವಾಗಿ ಕಾರ್ಯನಿರ್ವಹಿಸಿ ಸಂಘವನ್ನು ಮುನ್ನಡೆಸಬೇಕು ಎಂದರು. <box>362 411 415 462</box>
labour-byline: ಉದಯವಾಣಿ ಸಮಾಚಾರ <box>420 418 453 423</box>
ad-phone-number: 8310152292 <box>499 39 583 53</box>
guru-body: ತುಮಕೂರು: ಗುರುವಿನ ಸ್ಮರಣೆಯಿಂದ ಎಲ್ಲ ಕಾರ್ಯಗಳು ಸಿದ್ಧಿಸುತ್ತವೆ. ಜೀವನದಲ್ಲಿ ಗುರುವಿನ ಮಾರ್ಗದರ್ಶನ ಅತ್ಯಗತ್ಯ ಎಂದು ಶ್ರೀಗಳು ಹೇಳಿದರು. ನಗರದ ಮಠದಲ್ಲಿ ಗುರುಪೂರ್ಣಿಮೆ ಅಂಗವಾಗಿ ಏರ್ಪಡಿಸಿದ್ದ ಕಾರ್ಯಕ್ರಮದಲ್ಲಿ ಆಶೀರ್ವಚನ ನೀಡಿದ ಅವರು, ಗುರು ಶಿಷ್ಯ ಪರಂಪರೆ ಭಾರತೀಯ ಸಂಸ್ಕೃತಿಯ ಹೆಗ್ಗುರುತು. ಯುವಜನರು ಸನ್ಮಾರ್ಗದಲ್ಲಿ ನಡೆದು ಸಮಾಜಕ್ಕೆ ಮಾದರಿಯಾಗಬೇಕು ಎಂದರು. ಕಾರ್ಯಕ್ರಮದಲ್ಲಿ ಭಕ್ತರು, ಗಣ್ಯರು ಹಾಗೂ ವಿದ್ಯಾರ್ಥಿಗಳು ಪಾಲ್ಗೊಂಡಿದ್ದರು. <box>124 415 180 466</box>
quote-icon <box>445 183 453 191</box>
photo-caption: ನಗರದ ಅಂಗಡಿಯೊಂದರಲ್ಲಿ ಮಾರಾಟಕ್ಕಿಟ್ಟಿರುವ ಪಿಒಪಿ ಗಣೇಶ ಮೂರ್ತಿಗಳು. <box>228 244 315 248</box>
nagamohan-body: ತುಮಕೂರು: ನ್ಯಾಯಮೂರ್ತಿ ನಾಗಮೋಹನ್‌ದಾಸ್ ಆಯೋಗದ ವರದಿಯನ್ನು ಕೂಡಲೇ ಜಾರಿಗೊಳಿಸಬೇಕು ಎಂದು ಆಗ್ರಹಿಸಿ ವಿವಿಧ ಸಂಘಟನೆಗಳ ಕಾರ್ಯಕರ್ತರು ಜಿಲ್ಲಾಧಿಕಾರಿ ಕಚೇರಿ ಎದುರು ಪ್ರತಿಭಟನೆ ನಡೆಸಿದರು. ಪರಿಶಿಷ್ಟ ಜಾತಿಯ ಒಳಮೀಸಲಾತಿ ಜಾರಿಗೆ ಸರ್ಕಾರ ವಿಳಂಬ ಮಾಡುತ್ತಿದೆ. ಕೂಡಲೇ ವರದಿ ಅನುಷ್ಠಾನಗೊಳಿಸಿ ಸಮುದಾಯಕ್ಕೆ ನ್ಯಾಯ ಒದಗಿಸಬೇಕು ಎಂದು ಮುಖಂಡರು ಒತ್ತಾಯಿಸಿದರು. ಬಳಿಕ ಜಿಲ್ಲಾಧಿಕಾರಿಗಳ ಮೂಲಕ ಮುಖ್ಯಮಂತ್ರಿಗಳಿಗೆ ಮನವಿ ಸಲ್ಲಿಸಿದರು. <box>180 599 232 656</box>
quote-author: ಪರಿಸರ ಪ್ರೇಮಿ <box>519 302 538 307</box>
krishna-headline: ಶ್ರೀಕೃಷ್ಣ ರಥಯಾತ್ರೆ ಯಶಸ್ವಿಗೆ ಮನವಿ <box>394 574 510 585</box>
registration-mark <box>376 914 381 919</box>
quote-icon <box>523 767 531 775</box>
qr-code-icon <box>445 21 469 49</box>
ad-line: ಈಗಲೇ ಉದಯವಾಣಿ <box>339 37 382 44</box>
rain-body: ಕುಣಿಗಲ್: ತಾಲೂಕಿನಲ್ಲಿ ಕಳೆದ ಕೆಲ ದಿನಗಳಿಂದ ಸುರಿಯುತ್ತಿರುವ ಉತ್ತಮ ಮಳೆಯಿಂದಾಗಿ ಐತಿಹಾಸಿಕ ಮೂಡಲ್ ಕುಣಿಗಲ್ ದೊಡ್ಡಕೆರೆ ತುಂಬಿ ಕೋಡಿ ಬಿದ್ದಿದೆ. ಕೆರೆ ಕೋಡಿ ಬಿದ್ದಿರುವ ದೃಶ್ಯವನ್ನು ಕಣ್ತುಂಬಿಕೊಳ್ಳಲು ಸುತ್ತಮುತ್ತಲ ಗ್ರಾಮಗಳಿಂದ ಜನರು ಆಗಮಿಸುತ್ತಿದ್ದಾರೆ. ಕೆರೆ ತುಂಬಿರುವುದರಿಂದ ಅಂತರ್ಜಲ ಮಟ್ಟ ಹೆಚ್ಚಾಗಲಿದ್ದು, ರೈತರ ಕೃಷಿ ಚಟುವಟಿಕೆಗಳಿಗೆ ಮರುಜೀವ ಬಂದಿದೆ. ಹಲವು ವರ್ಷಗಳ ನಂತರ ಕೆರೆ ತುಂಬಿರುವುದು ಗ್ರಾಮಸ್ಥರಲ್ಲಿ ಸಂತಸ ಮೂಡಿಸಿದೆ. <box>272 769 319 831</box>
lead-body-continued: ತುಮಕೂರು: ಗಣೇಶ ಹಬ್ಬಕ್ಕೆ ಇನ್ನೇನು ಕೆಲವೇ ದಿನಗಳು ಬಾಕಿ ಇದ್ದು, ಜಿಲ್ಲೆಯಾದ್ಯಂತ ಪರಿಸರಕ್ಕೆ ಮಾರಕವಾದ ಪಿಒಪಿ ಗಣೇಶ ಮೂರ್ತಿಗಳ ಮಾರಾಟ ಎಗ್ಗಿಲ್ಲದೆ ಸಾಗಿದೆ. ರಾಜ್ಯ ಮಾಲಿನ್ಯ ನಿಯಂತ್ರಣ ಮಂಡಳಿ ಪಿಒಪಿ ಮೂರ್ತಿಗಳ ತಯಾರಿಕೆ ಮತ್ತು ಮಾರಾಟ ನಿಷೇಧಿಸಿ ಆದೇಶ ಹೊರಡಿಸಿದ್ದರೂ ಅಧಿಕಾರಿಗಳು ಯಾವುದೇ ಕ್ರಮ ಕೈಗೊಳ್ಳುತ್ತಿಲ್ಲ. ಹೊರ ರಾಜ್ಯಗಳಿಂದ ಲಾರಿಗಳಲ್ಲಿ ಮೂರ್ತಿಗಳನ್ನು ತಂದು ನಗರದ ವಿವಿಧೆಡೆ ಸಂಗ್ರಹಿಸಲಾಗುತ್ತಿದೆ. ಇದರಿಂದ ಮಣ್ಣಿನ ಮೂರ್ತಿ ತಯಾರಿಸುವ ಕುಂಬಾರರ ಬದುಕು ಅತಂತ್ರವಾಗಿದೆ. ಪರಿಸರ ಸ್ನೇಹಿ ಗಣೇಶ ಮೂರ್ತಿಗಳಿಗೆ ಬೇಡಿಕೆ ಕುಸಿದಿದ್ದು, ಸಾಂಪ್ರದಾಯಿಕ ಕಸುಬುದಾರರು ಸಂಕಷ್ಟಕ್ಕೆ ಸಿಲುಕಿದ್ದಾರೆ. ಜಿಲ್ಲಾಡಳಿತ ಕೂಡಲೇ ಎಚ್ಚೆತ್ತುಕೊಂಡು ಪಿಒಪಿ ಮೂರ್ತಿಗಳ ಮಾರಾಟಕ್ಕೆ ಕಡಿವಾಣ ಹಾಕಬೇಕು ಎಂದು ಪರಿಸರ ಪ್ರೇಮಿಗಳು ಒತ್ತಾಯಿಸಿದ್ದಾರೆ. <box>338 262 439 308</box>
registration-mark <box>96 914 101 919</box>
page-number: 2 <box>16 14 30 38</box>
guru-headline: ಗುರುಸ್ಮರಣೆಯಿಂದ ಕಾರ್ಯ ಸಿದ್ಧಿ <box>124 323 236 336</box>
ad-line: ಸುದ್ದಿ ಓದಿ ಓದಿ ಕೇಳಿ <box>339 20 372 26</box>
photo-caption: ತಿಪಟೂರಿನಲ್ಲಿ ನಡೆದ ಕಾರ್ಮಿಕರ ಸಮಾವೇಶದಲ್ಲಿ ಮುಖಂಡರು ಹಾಗೂ ಕಾರ್ಮಿಕರು ಪಾಲ್ಗೊಂಡಿದ್ದರು. <box>420 404 535 408</box>
copra-date: 19-07-2024 <box>52 685 76 690</box>
labour-body: ತಿಪಟೂರು: ದೇಶದ ಸ್ವಾತಂತ್ರ್ಯ ಹೋರಾಟದಲ್ಲಿ ಶ್ರಮಿಕ ವರ್ಗದ ಕೊಡುಗೆ ಅಪಾರ. ಕಾರ್ಮಿಕರ ಹಕ್ಕುಗಳ ರಕ್ಷಣೆಗೆ ಎಲ್ಲರೂ ಸಂಘಟಿತರಾಗಬೇಕು ಎಂದು ಮುಖಂಡರು ಕರೆ ನೀಡಿದರು. ನಗರದಲ್ಲಿ ಏರ್ಪಡಿಸಿದ್ದ ಕಾರ್ಮಿಕರ ಸಮಾವೇಶದಲ್ಲಿ ಮಾತನಾಡಿದ ಅವರು, ಅಸಂಘಟಿತ ವಲಯದ ಕಾರ್ಮಿಕರಿಗೆ ಸಾಮಾಜಿಕ ಭದ್ರತೆ ಒದಗಿಸಬೇಕು. ಕನಿಷ್ಠ ವೇತನ ಕಾಯ್ದೆಯನ್ನು ಕಟ್ಟುನಿಟ್ಟಾಗಿ ಜಾರಿಗೊಳಿಸಬೇಕು ಎಂದು ಆಗ್ರಹಿಸಿದರು. ಸಮಾವೇಶದಲ್ಲಿ ನೂರಾರು ಕಾರ್ಮಿಕರು ಭಾಗವಹಿಸಿದ್ದರು. <box>420 425 472 476</box>
honi-byline: ಎಸ್. ಹೊಸಕೋಟೆ <box>28 84 53 89</box>
lead-text-col <box>124 108 224 316</box>
krishna-body: ಶಿರಾ: ನಗರದಲ್ಲಿ ಶ್ರೀಕೃಷ್ಣ ಜನ್ಮಾಷ್ಟಮಿ ಅಂಗವಾಗಿ ಏರ್ಪಡಿಸಿರುವ ರಥಯಾತ್ರೆಯನ್ನು ಯಶಸ್ವಿಗೊಳಿಸಲು ಎಲ್ಲರೂ ಸಹಕರಿಸಬೇಕು ಎಂದು ಸಮಿತಿ ಪದಾಧಿಕಾರಿಗಳು ಮನವಿ ಮಾಡಿದರು. ಪೂರ್ವಭಾವಿ ಸಭೆಯಲ್ಲಿ ಮಾತನಾಡಿದ ಅವರು, ರಥಯಾತ್ರೆ ನಗರದ ಪ್ರಮುಖ ಬೀದಿಗಳಲ್ಲಿ ಸಂಚರಿಸಲಿದ್ದು, ವಿವಿಧ ಸಾಂಸ್ಕೃತಿಕ ತಂಡಗಳು ಭಾಗವಹಿಸಲಿವೆ. ಭಕ್ತರು ಹೆಚ್ಚಿನ ಸಂಖ್ಯೆಯಲ್ಲಿ ಪಾಲ್ಗೊಳ್ಳಬೇಕು ಎಂದು ಕೋರಿದರು. <box>450 658 517 694</box>
permission-box <box>442 112 588 176</box>
nagamohan-body: ತುಮಕೂರು: ನ್ಯಾಯಮೂರ್ತಿ ನಾಗಮೋಹನ್‌ದಾಸ್ ಆಯೋಗದ ವರದಿಯನ್ನು ಕೂಡಲೇ ಜಾರಿಗೊಳಿಸಬೇಕು ಎಂದು ಆಗ್ರಹಿಸಿ ವಿವಿಧ ಸಂಘಟನೆಗಳ ಕಾರ್ಯಕರ್ತರು ಜಿಲ್ಲಾಧಿಕಾರಿ ಕಚೇರಿ ಎದುರು ಪ್ರತಿಭಟನೆ ನಡೆಸಿದರು. ಪರಿಶಿಷ್ಟ ಜಾತಿಯ ಒಳಮೀಸಲಾತಿ ಜಾರಿಗೆ ಸರ್ಕಾರ ವಿಳಂಬ ಮಾಡುತ್ತಿದೆ. ಕೂಡಲೇ ವರದಿ ಅನುಷ್ಠಾನಗೊಳಿಸಿ ಸಮುದಾಯಕ್ಕೆ ನ್ಯಾಯ ಒದಗಿಸಬೇಕು ಎಂದು ಮುಖಂಡರು ಒತ್ತಾಯಿಸಿದರು. ಬಳಿಕ ಜಿಲ್ಲಾಧಿಕಾರಿಗಳ ಮೂಲಕ ಮುಖ್ಯಮಂತ್ರಿಗಳಿಗೆ ಮನವಿ ಸಲ್ಲಿಸಿದರು. <box>124 599 176 656</box>
festival-photo <box>14 396 114 444</box>
